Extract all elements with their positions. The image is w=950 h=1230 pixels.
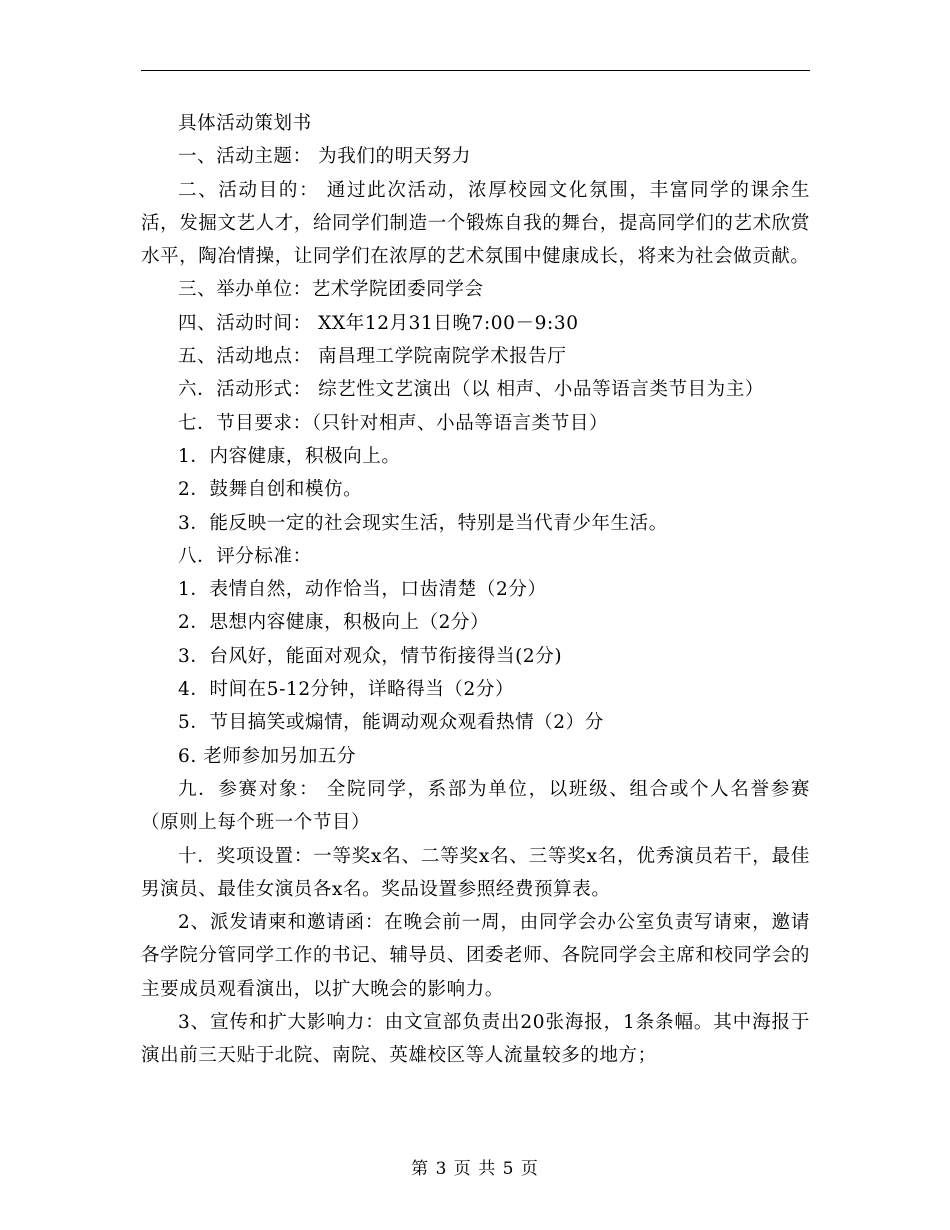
page-number-footer: 第 3 页 共 5 页 xyxy=(411,1159,539,1179)
list-item: 5．节目搞笑或煽情，能调动观众观看热情（2）分 xyxy=(178,712,604,734)
document-body xyxy=(141,107,810,1073)
paragraph-organizer: 三、举办单位：艺术学院团委同学会 xyxy=(178,279,484,301)
paragraph-awards: 十．奖项设置：一等奖x名、二等奖x名、三等奖x名，优秀演员若干，最佳男演员、最佳女演员各x名。奖品设置参照经费预算表。 xyxy=(141,845,810,900)
paragraph-location: 五、活动地点： 南昌理工学院南院学术报告厅 xyxy=(178,346,567,368)
list-item: 3．台风好，能面对观众，情节衔接得当(2分) xyxy=(178,645,563,667)
doc-title: 具体活动策划书 xyxy=(178,113,312,134)
paragraph-invitations: 2、派发请柬和邀请函：在晚会前一周，由同学会办公室负责写请柬，邀请各学院分管同学工作的书记、辅导员、团委老师、各院同学会主席和校同学会的主要成员观看演出，以扩大晚会的影响力。 xyxy=(141,912,810,1000)
list-item: 1．表情自然，动作恰当，口齿清楚（2分） xyxy=(178,579,547,601)
paragraph-scoring: 八．评分标准： xyxy=(178,545,312,567)
list-item: 6. 老师参加另加五分 xyxy=(178,745,357,767)
paragraph-publicity: 3、宣传和扩大影响力：由文宣部负责出20张海报，1条条幅。其中海报于演出前三天贴于北院、南院、英雄校区等人流量较多的地方； xyxy=(141,1012,810,1067)
paragraph-participants: 九．参赛对象： 全院同学，系部为单位，以班级、组合或个人名誉参赛（原则上每个班一个节目） xyxy=(141,778,810,834)
list-item: 2．思想内容健康，积极向上（2分） xyxy=(178,612,490,634)
paragraph-time: 四、活动时间： XX年12月31日晚7:00－9:30 xyxy=(178,312,579,334)
paragraph-requirements: 七．节目要求：（只针对相声、小品等语言类节目） xyxy=(178,412,609,434)
list-item: 1．内容健康，积极向上。 xyxy=(178,445,401,467)
paragraph-theme: 一、活动主题： 为我们的明天努力 xyxy=(178,146,471,168)
list-item: 2．鼓舞自创和模仿。 xyxy=(178,479,363,501)
list-item: 4．时间在5-12分钟，详略得当（2分） xyxy=(178,679,515,701)
paragraph-purpose: 二、活动目的： 通过此次活动，浓厚校园文化氛围，丰富同学的课余生活，发掘文艺人才，给同学们制造一个锻炼自我的舞台，提高同学们的艺术欣赏水平，陶冶情操，让同学们在浓厚的艺术氛围中健康成长，将来为社会做贡献。 xyxy=(141,179,810,268)
list-item: 3．能反映一定的社会现实生活，特别是当代青少年生活。 xyxy=(178,512,668,534)
header-rule xyxy=(141,70,810,71)
paragraph-format: 六．活动形式： 综艺性文艺演出（以 相声、小品等语言类节目为主） xyxy=(178,379,764,401)
